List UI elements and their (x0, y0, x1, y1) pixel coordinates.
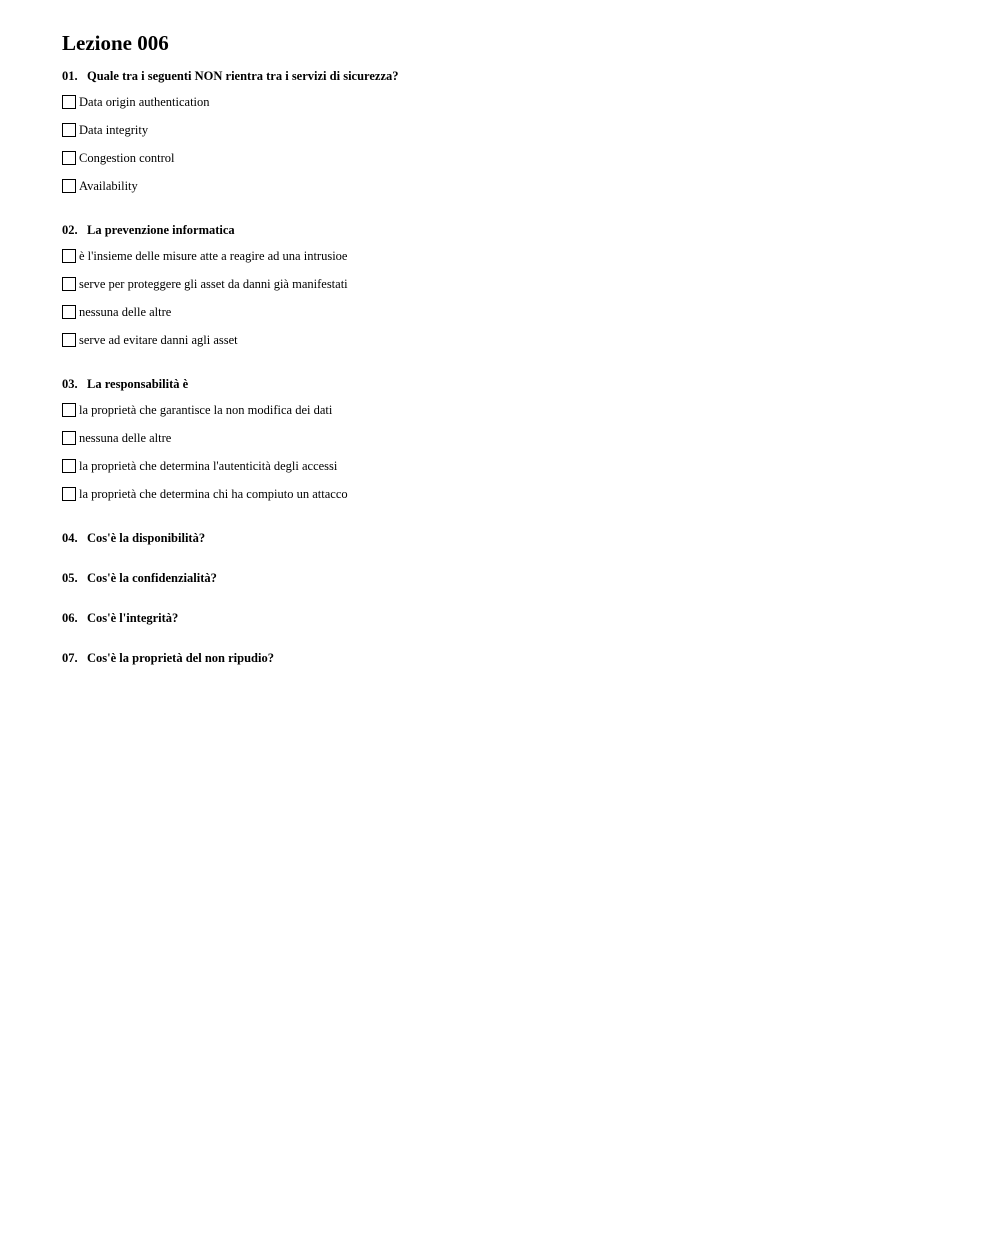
answer-options (62, 242, 962, 354)
question-number: 03. (62, 377, 78, 391)
question-text: Cos'è la proprietà del non ripudio? (87, 651, 274, 665)
question-number: 01. (62, 69, 78, 83)
answer-option-label: Availability (79, 178, 138, 193)
checkbox[interactable] (62, 487, 76, 501)
answer-option[interactable] (62, 298, 962, 326)
checkbox[interactable] (62, 179, 76, 193)
answer-option-label: Congestion control (79, 150, 175, 165)
question-number: 06. (62, 611, 78, 625)
answer-option[interactable] (62, 424, 962, 452)
question-03 (62, 376, 962, 508)
question-heading (62, 570, 962, 586)
answer-option[interactable] (62, 270, 962, 298)
checkbox[interactable] (62, 123, 76, 137)
checkbox[interactable] (62, 403, 76, 417)
answer-option-label: Data integrity (79, 122, 149, 137)
question-text: Quale tra i seguenti NON rientra tra i servizi di sicurezza? (87, 69, 399, 83)
question-text: La responsabilità è (87, 377, 189, 391)
question-heading (62, 650, 962, 666)
question-04 (62, 530, 962, 546)
answer-option[interactable] (62, 116, 962, 144)
answer-option-label: la proprietà che determina l'autenticità degli accessi (79, 458, 338, 473)
document-page (62, 30, 962, 666)
answer-option[interactable] (62, 396, 962, 424)
answer-option-label: è l'insieme delle misure atte a reagire ad una intrusioe (79, 248, 348, 263)
question-07 (62, 650, 962, 666)
question-text: Cos'è la confidenzialità? (87, 571, 217, 585)
question-text: Cos'è la disponibilità? (87, 531, 206, 545)
answer-option[interactable] (62, 88, 962, 116)
checkbox[interactable] (62, 305, 76, 319)
answer-option-label: nessuna delle altre (79, 430, 172, 445)
answer-options (62, 88, 962, 200)
answer-option-label: serve ad evitare danni agli asset (79, 332, 238, 347)
question-heading (62, 530, 962, 546)
question-heading (62, 376, 962, 392)
checkbox[interactable] (62, 333, 76, 347)
checkbox[interactable] (62, 249, 76, 263)
question-text: Cos'è l'integrità? (87, 611, 179, 625)
answer-option-label: la proprietà che determina chi ha compiuto un attacco (79, 486, 348, 501)
question-heading (62, 222, 962, 238)
question-number: 07. (62, 651, 78, 665)
checkbox[interactable] (62, 95, 76, 109)
question-number: 04. (62, 531, 78, 545)
question-02 (62, 222, 962, 354)
question-01 (62, 68, 962, 200)
question-06 (62, 610, 962, 626)
question-number: 05. (62, 571, 78, 585)
answer-option-label: la proprietà che garantisce la non modifica dei dati (79, 402, 333, 417)
answer-option-label: nessuna delle altre (79, 304, 172, 319)
answer-option[interactable] (62, 242, 962, 270)
checkbox[interactable] (62, 277, 76, 291)
question-heading (62, 68, 962, 84)
answer-option[interactable] (62, 326, 962, 354)
question-05 (62, 570, 962, 586)
question-number: 02. (62, 223, 78, 237)
checkbox[interactable] (62, 431, 76, 445)
answer-option-label: serve per proteggere gli asset da danni già manifestati (79, 276, 348, 291)
checkbox[interactable] (62, 151, 76, 165)
answer-option[interactable] (62, 452, 962, 480)
lesson-title: Lezione 006 (62, 31, 169, 55)
answer-option[interactable] (62, 172, 962, 200)
question-text: La prevenzione informatica (87, 223, 235, 237)
checkbox[interactable] (62, 459, 76, 473)
answer-option[interactable] (62, 144, 962, 172)
answer-options (62, 396, 962, 508)
question-heading (62, 610, 962, 626)
answer-option[interactable] (62, 480, 962, 508)
answer-option-label: Data origin authentication (79, 94, 210, 109)
